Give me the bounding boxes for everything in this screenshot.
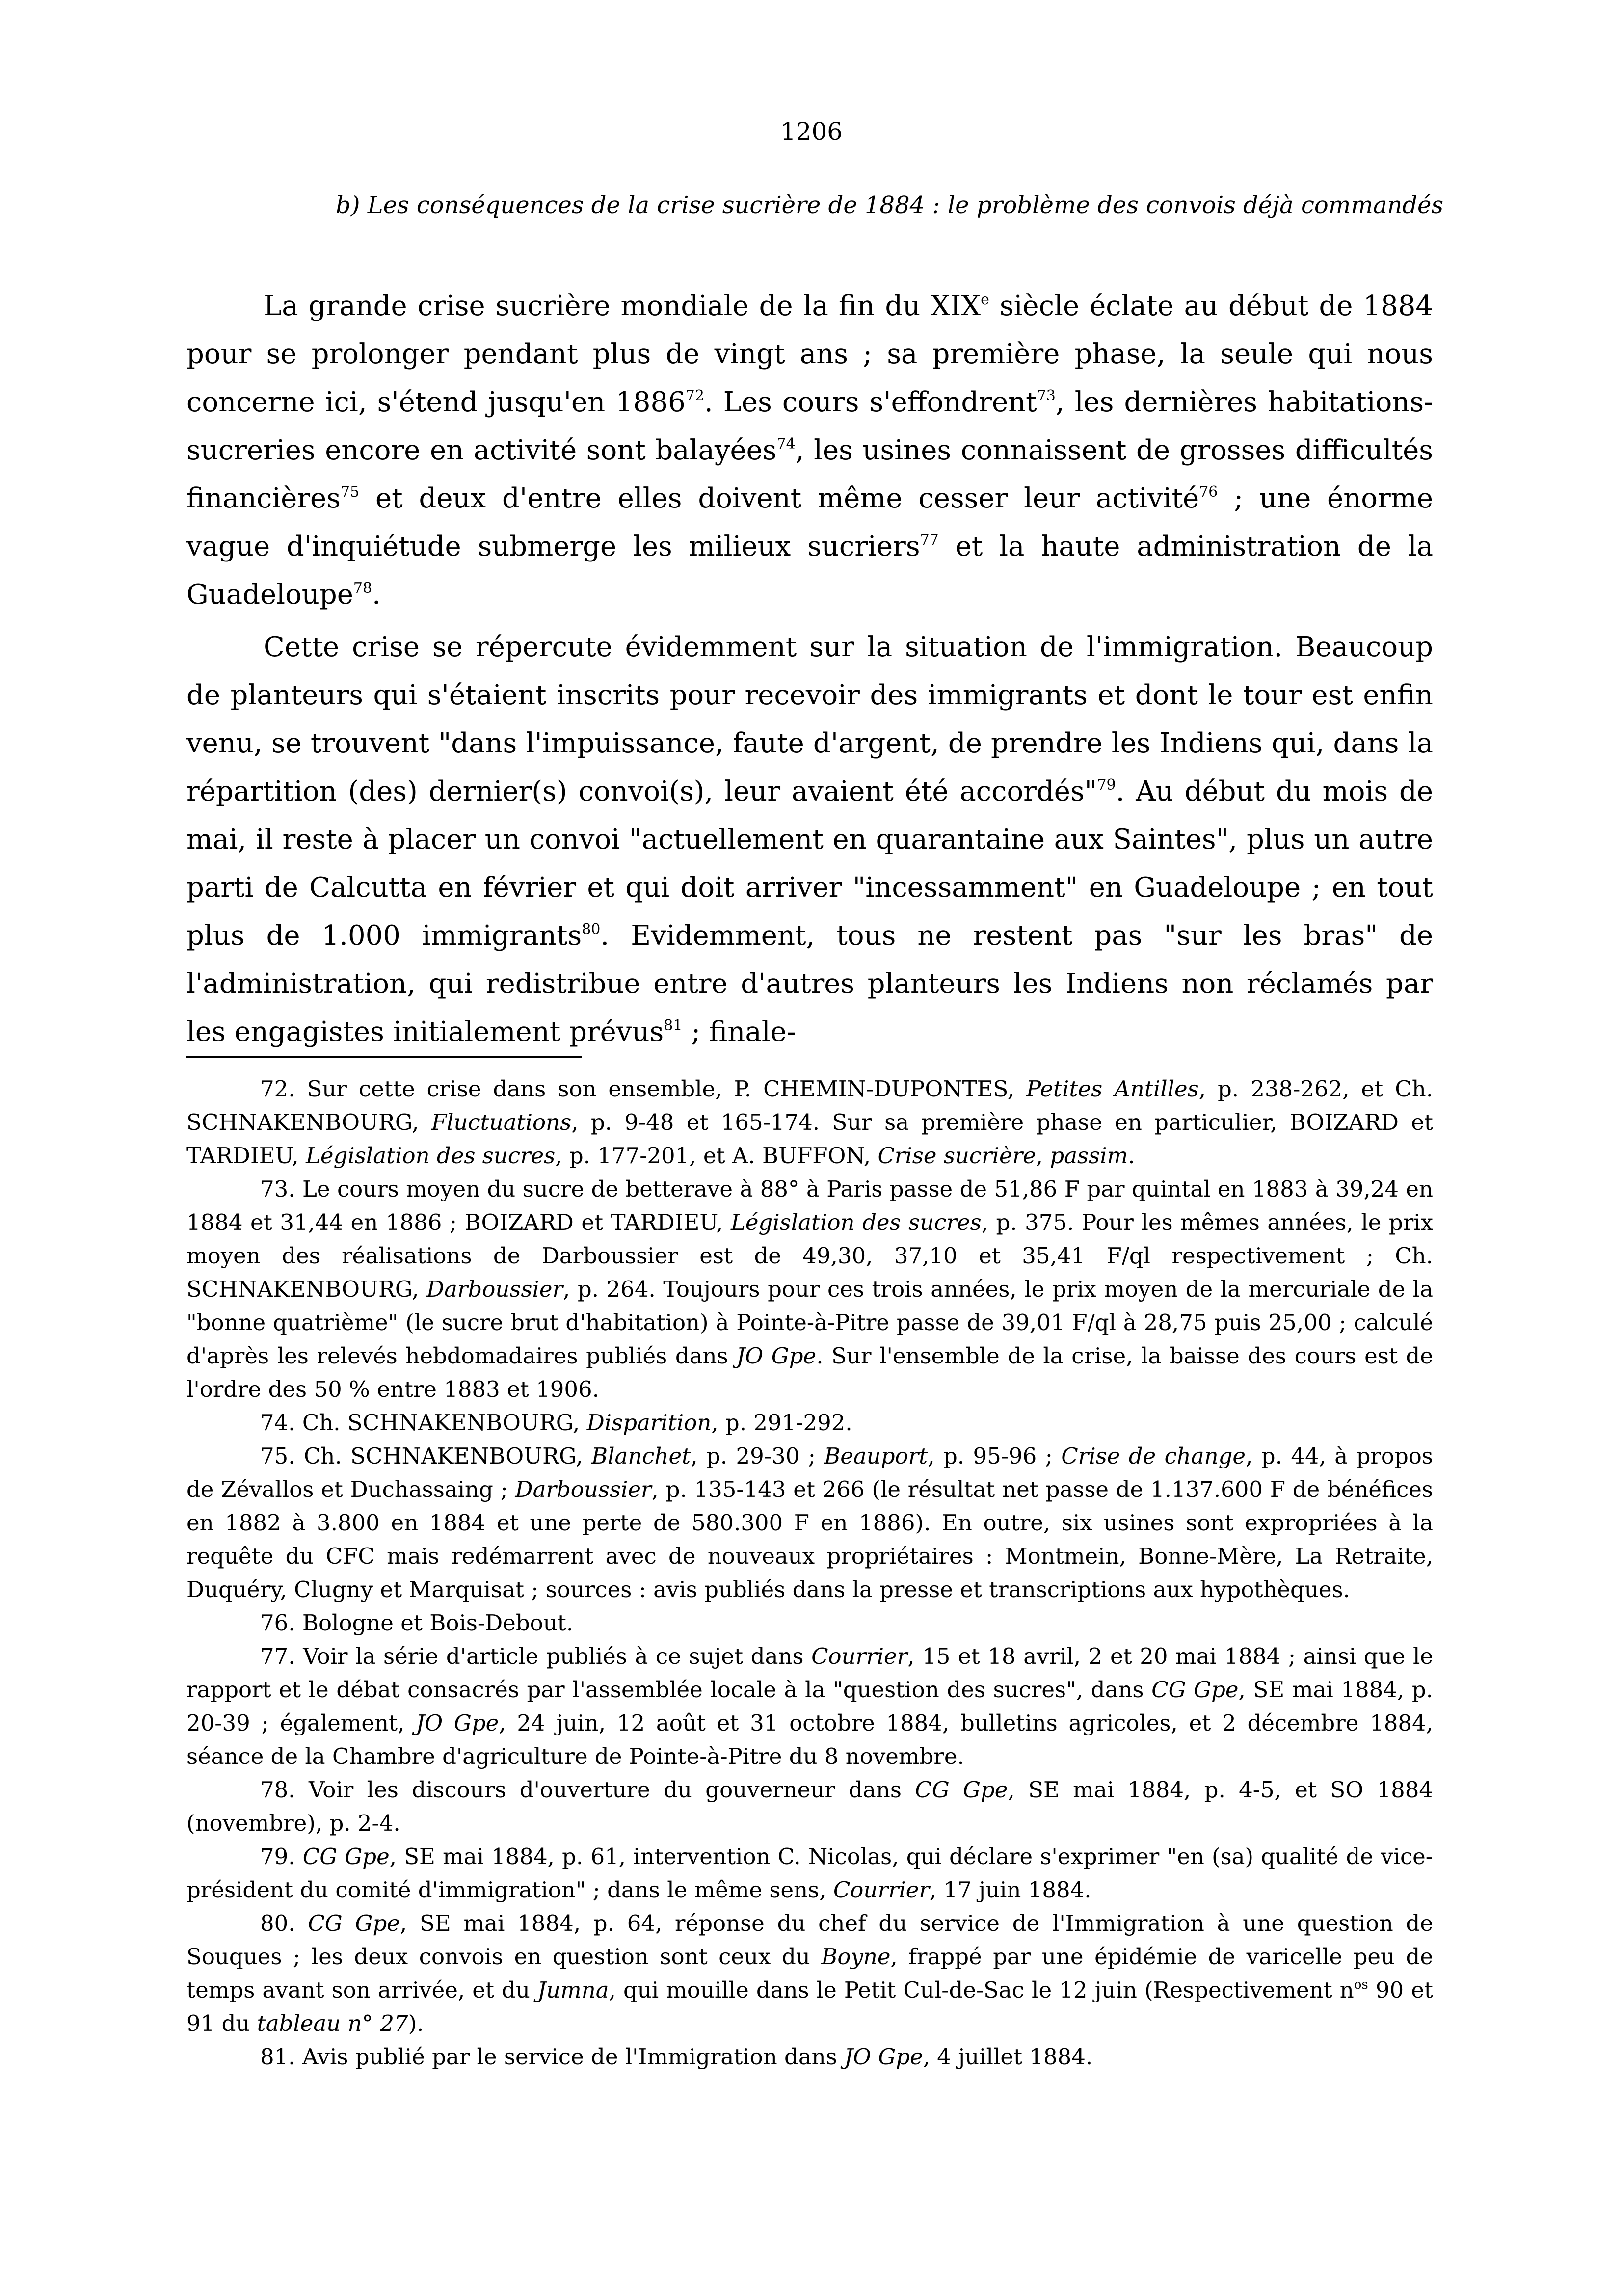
footnotes bbox=[186, 1072, 1433, 2074]
footnote-72: 72. Sur cette crise dans son ensemble, P. CHEMIN-DUPONTES, Petites Antilles, p. 238-262, et Ch. SCHNAKENBOURG, Fluctuations, p. 9-48 et 165-174. Sur sa première phase en particulier, BOIZARD et TARDIEU, Législation des sucres, p. 177-201, et A. BUFFON, Crise sucrière, passim. bbox=[186, 1076, 1433, 1169]
paragraph-1-text bbox=[186, 282, 1433, 619]
text-run: siècle éclate au début de 1884 pour se prolonger pendant plus de vingt ans ; sa première phase, la seule qui nous concerne ici, s'étend jusqu'en 1886 bbox=[186, 290, 1433, 418]
footnote-ref-81[interactable]: 81 bbox=[664, 1017, 683, 1034]
text-run: La grande crise sucrière mondiale de la fin du XIX bbox=[264, 290, 981, 322]
footnote-ref-77[interactable]: 77 bbox=[920, 532, 939, 549]
footnote-80: 80. CG Gpe, SE mai 1884, p. 64, réponse du chef du service de l'Immigration à une question de Souques ; les deux convois en question sont ceux du Boyne, frappé par une épidémie de varicelle peu de temps avant son arrivée, et du Jumna, qui mouille dans le Petit Cul-de-Sac le 12 juin (Respectivement $n^{os}$ 90 et 91 du tableau n° 27). bbox=[186, 1910, 1433, 2036]
footnote-75: 75. Ch. SCHNAKENBOURG, Blanchet, p. 29-30 ; Beauport, p. 95-96 ; Crise de change, p. 44, à propos de Zévallos et Duchassaing ; Darboussier, p. 135-143 et 266 (le résultat net passe de 1.137.600 F de bénéfices en 1882 à 3.800 en 1884 et une perte de 580.300 F en 1886). En outre, six usines sont expropriées à la requête du CFC mais redémarrent avec de nouveaux propriétaires : Montmein, Bonne-Mère, La Retraite, Duquéry, Clugny et Marquisat ; sources : avis publiés dans la presse et transcriptions aux hypothèques. bbox=[186, 1443, 1433, 1602]
footnote-79: 79. CG Gpe, SE mai 1884, p. 61, intervention C. Nicolas, qui déclare s'exprimer "en (sa) qualité de vice-président du comité d'immigration" ; dans le même sens, Courrier, 17 juin 1884. bbox=[186, 1843, 1433, 1903]
footnote-ref-76[interactable]: 76 bbox=[1199, 483, 1218, 501]
paragraph-1 bbox=[186, 282, 1433, 619]
paragraph-2 bbox=[186, 623, 1433, 1056]
text-run: . bbox=[372, 579, 381, 611]
footnote-ref-80[interactable]: 80 bbox=[582, 921, 601, 938]
footnote-ref-78[interactable]: 78 bbox=[353, 580, 372, 597]
footnote-ref-74[interactable]: 74 bbox=[776, 435, 796, 453]
footnote-separator bbox=[186, 1056, 582, 1058]
footnote-ref-72[interactable]: 72 bbox=[685, 387, 704, 404]
text-run: . Au début du mois de mai, il reste à placer un convoi "actuellement en quarantaine aux Saintes", plus un autre parti de Calcutta en février et qui doit arriver "incessamment" en Guadeloupe ; en tout plus de 1.000 immigrants bbox=[186, 775, 1433, 952]
footnote-ref-79[interactable]: 79 bbox=[1097, 776, 1116, 794]
footnote-ref-73[interactable]: 73 bbox=[1037, 387, 1056, 404]
section-heading: b) Les conséquences de la crise sucrière de 1884 : le problème des convois déjà commandés bbox=[336, 191, 1444, 219]
text-run: . Les cours s'effondrent bbox=[704, 386, 1037, 418]
text-run: ; finale- bbox=[682, 1016, 796, 1048]
footnote-77: 77. Voir la série d'article publiés à ce sujet dans Courrier, 15 et 18 avril, 2 et 20 mai 1884 ; ainsi que le rapport et le débat consacrés par l'assemblée locale à la "question des sucres", dans CG Gpe, SE mai 1884, p. 20-39 ; également, JO Gpe, 24 juin, 12 août et 31 octobre 1884, bulletins agricoles, et 2 décembre 1884, séance de la Chambre d'agriculture de Pointe-à-Pitre du 8 novembre. bbox=[186, 1643, 1434, 1769]
footnote-73: 73. Le cours moyen du sucre de betterave à 88° à Paris passe de 51,86 F par quintal en 1883 à 39,24 en 1884 et 31,44 en 1886 ; BOIZARD et TARDIEU, Législation des sucres, p. 375. Pour les mêmes années, le prix moyen des réalisations de Darboussier est de 49,30, 37,10 et 35,41 F/ql respectivement ; Ch. SCHNAKENBOURG, Darboussier, p. 264. Toujours pour ces trois années, le prix moyen de la mercuriale de la "bonne quatrième" (le sucre brut d'habitation) à Pointe-à-Pitre passe de 39,01 F/ql à 28,75 puis 25,00 ; calculé d'après les relevés hebdomadaires publiés dans JO Gpe. Sur l'ensemble de la crise, la baisse des cours est de l'ordre des 50 % entre 1883 et 1906. bbox=[186, 1176, 1433, 1402]
footnote-78: 78. Voir les discours d'ouverture du gouverneur dans CG Gpe, SE mai 1884, p. 4-5, et SO 1884 (novembre), p. 2-4. bbox=[186, 1777, 1433, 1836]
text-run: , les usines connaissent de grosses difficultés financières bbox=[186, 434, 1433, 514]
page-number: 1206 bbox=[780, 117, 843, 146]
superscript: e bbox=[981, 291, 989, 308]
footnote-ref-75[interactable]: 75 bbox=[340, 483, 360, 501]
text-run: , les dernières habitations-sucreries encore en activité sont balayées bbox=[186, 386, 1434, 466]
footnote-81: 81. Avis publié par le service de l'Immigration dans JO Gpe, 4 juillet 1884. bbox=[260, 2044, 1093, 2070]
text-run: . Evidemment, tous ne restent pas "sur les bras" de l'administration, qui redistribue entre d'autres planteurs les Indiens non réclamés par les engagistes initialement prévus bbox=[186, 920, 1433, 1048]
footnote-76: 76. Bologne et Bois-Debout. bbox=[260, 1610, 574, 1636]
text-run: et la haute administration de la Guadeloupe bbox=[186, 531, 1433, 611]
text-run: Cette crise se répercute évidemment sur la situation de l'immigration. Beaucoup de planteurs qui s'étaient inscrits pour recevoir des immigrants et dont le tour est enfin venu, se trouvent "dans l'impuissance, faute d'argent, de prendre les Indiens qui, dans la répartition (des) dernier(s) convoi(s), leur avaient été accordés" bbox=[186, 631, 1433, 807]
paragraph-2-text bbox=[186, 623, 1433, 1056]
text-run: et deux d'entre elles doivent même cesser leur activité bbox=[359, 482, 1199, 514]
footnote-74: 74. Ch. SCHNAKENBOURG, Disparition, p. 291-292. bbox=[260, 1410, 852, 1436]
text-run: ; une énorme vague d'inquiétude submerge les milieux sucriers bbox=[186, 482, 1433, 562]
